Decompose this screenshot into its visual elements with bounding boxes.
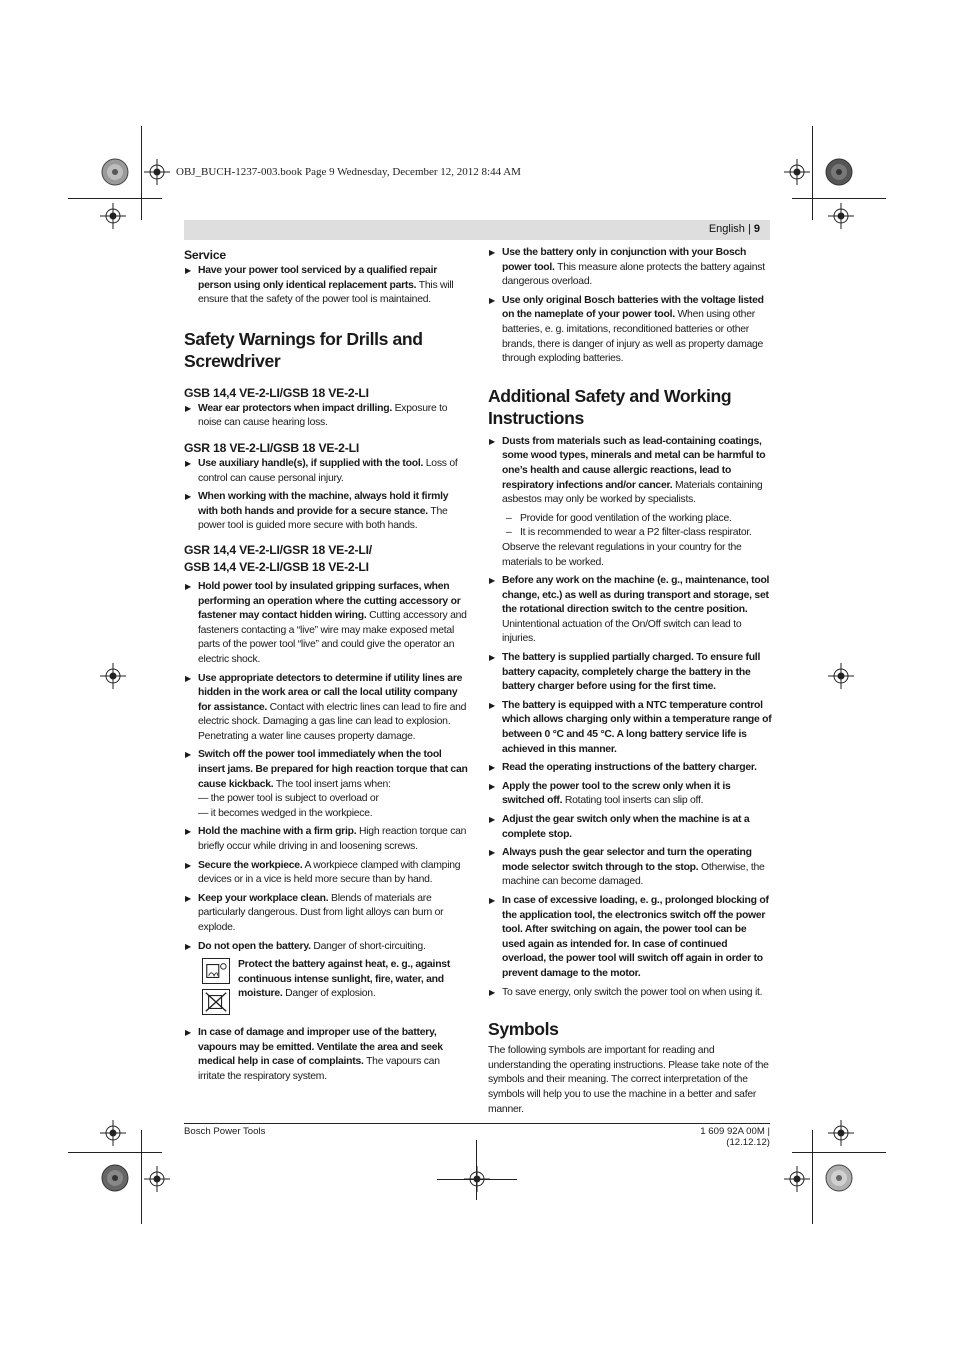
item-bold: Use only original Bosch batteries with the voltage listed on the nameplate of your power tool. bbox=[502, 294, 764, 321]
print-slug: OBJ_BUCH-1237-003.book Page 9 Wednesday, December 12, 2012 8:44 AM bbox=[176, 166, 521, 178]
item-text: When using other batteries, e. g. imitations, reconditioned batteries or other brands, there is danger of injury as well as property damage through exploding batteries. bbox=[502, 309, 764, 365]
item-bold: Always push the gear selector and turn the operating mode selector switch through to the stop. bbox=[502, 847, 752, 873]
page-number: 9 bbox=[753, 223, 760, 235]
item-text: Unintentional actuation of the On/Off switch can lead to injuries. bbox=[502, 618, 742, 645]
bullet-arrow-icon: ▶ bbox=[185, 827, 191, 837]
item-text: Otherwise, the machine can become damaged. bbox=[502, 861, 765, 888]
gray-target-icon bbox=[825, 158, 853, 186]
bullet-arrow-icon: ▶ bbox=[489, 576, 495, 586]
list-item bbox=[488, 761, 772, 776]
registration-mark-icon bbox=[828, 203, 854, 229]
battery-water-prohibited-icon bbox=[202, 989, 230, 1015]
registration-mark-icon bbox=[100, 1120, 126, 1146]
item-text: Contact with electric lines can lead to fire and electric shock. Damaging a gas line can lead to explosion. Penetrating a water line causes property damage. bbox=[198, 701, 467, 742]
bullet-arrow-icon: ▶ bbox=[185, 458, 191, 468]
item-bold: Protect the battery against heat, e. g., against continuous intense sunlight, fire, water, and moisture. bbox=[238, 959, 451, 1000]
gray-target-icon bbox=[101, 158, 129, 186]
item-bold: Do not open the battery. bbox=[198, 940, 311, 952]
item-bold: Dusts from materials such as lead-containing coatings, some wood types, minerals and metal can be harmful to one’s health and cause allergic reactions, lead to respiratory infections and/or cancer. bbox=[502, 435, 766, 491]
item-bold: When working with the machine, always hold it firmly with both hands and provide for a secure stance. bbox=[198, 491, 449, 517]
jam-condition: — it becomes wedged in the workpiece. bbox=[198, 807, 373, 819]
registration-mark-icon bbox=[144, 1166, 170, 1192]
item-bold: Before any work on the machine (e. g., maintenance, tool change, etc.) as well as during transport and storage, set the rotational direction switch to the centre position. bbox=[502, 575, 770, 616]
item-text: High reaction torque can briefly occur while driving in and loosening screws. bbox=[198, 826, 467, 853]
registration-mark-icon bbox=[784, 159, 810, 185]
header-separator: | bbox=[744, 223, 754, 235]
group-heading: GSB 14,4 VE-2-LI/GSB 18 VE-2-LI bbox=[184, 385, 369, 400]
bullet-arrow-icon: ▶ bbox=[185, 673, 191, 683]
item-bold: Adjust the gear switch only when the machine is at a complete stop. bbox=[502, 814, 750, 840]
crop-mark bbox=[68, 1152, 162, 1153]
gray-target-icon bbox=[825, 1164, 853, 1192]
registration-mark-icon bbox=[100, 663, 126, 689]
item-bold: Read the operating instructions of the battery charger. bbox=[502, 762, 757, 774]
list-item bbox=[184, 264, 468, 308]
list-item bbox=[488, 435, 772, 508]
crop-mark bbox=[437, 1179, 517, 1180]
list-item bbox=[184, 859, 468, 888]
bullet-arrow-icon: ▶ bbox=[489, 653, 495, 663]
item-bold: Keep your workplace clean. bbox=[198, 892, 329, 904]
group-heading: GSR 18 VE-2-LI/GSB 18 VE-2-LI bbox=[184, 440, 360, 455]
bullet-arrow-icon: ▶ bbox=[185, 860, 191, 870]
item-text: Cutting accessory and fasteners contacting a “live” wire may make exposed metal parts of the power tool “live” and could give the operator an electric shock. bbox=[198, 610, 467, 665]
footer-rule bbox=[184, 1123, 770, 1124]
bullet-arrow-icon: ▶ bbox=[489, 815, 495, 824]
list-item bbox=[184, 580, 468, 668]
item-text: Danger of explosion. bbox=[282, 988, 376, 1000]
item-text: Exposure to noise can cause hearing loss. bbox=[198, 402, 448, 429]
item-text: Blends of materials are particularly dangerous. Dust from light alloys can burn or explode. bbox=[198, 892, 444, 933]
list-item bbox=[488, 780, 772, 809]
list-item bbox=[488, 246, 772, 290]
bullet-arrow-icon: ▶ bbox=[185, 403, 191, 413]
item-text: Rotating tool inserts can slip off. bbox=[562, 795, 704, 807]
footer-brand: Bosch Power Tools bbox=[184, 1126, 266, 1137]
bullet-arrow-icon: ▶ bbox=[185, 941, 191, 951]
battery-heat-warning bbox=[184, 958, 468, 1022]
list-item bbox=[184, 490, 468, 534]
bullet-arrow-icon: ▶ bbox=[489, 700, 495, 710]
item-text: The tool insert jams when: bbox=[273, 778, 391, 790]
item-text: This will ensure that the safety of the power tool is maintained. bbox=[198, 279, 454, 306]
item-text: This measure alone protects the battery against dangerous overload. bbox=[502, 261, 765, 288]
crop-mark bbox=[792, 1152, 886, 1153]
item-bold: Wear ear protectors when impact drilling. bbox=[198, 402, 392, 414]
battery-heat-text bbox=[238, 958, 468, 1002]
item-bold: Hold the machine with a firm grip. bbox=[198, 826, 357, 838]
item-bold: Switch off the power tool immediately when the tool insert jams. Be prepared for high reaction torque that can cause kickback. bbox=[198, 749, 468, 790]
group-heading: GSR 14,4 VE-2-LI/GSR 18 VE-2-LI/ bbox=[184, 542, 372, 557]
header-language: English bbox=[708, 223, 745, 235]
item-text: A workpiece clamped with clamping devices or in a vice is held more secure than by hand. bbox=[198, 859, 461, 886]
item-text: Materials containing asbestos may only be worked by specialists. bbox=[502, 479, 763, 506]
list-item bbox=[488, 813, 772, 842]
list-item bbox=[488, 699, 772, 757]
item-bold: Apply the power tool to the screw only when it is switched off. bbox=[502, 780, 731, 807]
crop-mark bbox=[141, 1130, 142, 1224]
list-item bbox=[488, 846, 772, 890]
section-title-drills: Safety Warnings for Drills and Screwdriver bbox=[184, 328, 423, 371]
bullet-arrow-icon: ▶ bbox=[185, 492, 191, 502]
gray-target-icon bbox=[101, 1164, 129, 1192]
header-text bbox=[709, 223, 760, 235]
bullet-arrow-icon: ▶ bbox=[185, 1028, 191, 1038]
bullet-arrow-icon: ▶ bbox=[185, 893, 191, 903]
item-bold: Use auxiliary handle(s), if supplied with the tool. bbox=[198, 457, 424, 469]
list-item bbox=[488, 651, 772, 695]
crop-mark bbox=[68, 198, 162, 199]
list-item bbox=[184, 825, 468, 854]
item-bold: Use the battery only in conjunction with your Bosch power tool. bbox=[502, 247, 747, 273]
bullet-arrow-icon: ▶ bbox=[489, 295, 495, 305]
list-item bbox=[184, 892, 468, 936]
bullet-arrow-icon: ▶ bbox=[185, 266, 191, 275]
dash-item: – Provide for good ventilation of the working place. bbox=[506, 512, 732, 524]
page-header bbox=[184, 220, 770, 240]
list-item bbox=[488, 574, 772, 647]
crop-mark bbox=[812, 126, 813, 220]
registration-mark-icon bbox=[828, 1120, 854, 1146]
item-bold: Have your power tool serviced by a qualified repair person using only identical replacement parts. bbox=[198, 265, 438, 291]
registration-mark-icon bbox=[784, 1166, 810, 1192]
group-heading: GSB 14,4 VE-2-LI/GSB 18 VE-2-LI bbox=[184, 559, 369, 574]
item-bold: Use appropriate detectors to determine if utility lines are hidden in the work area or call the local utility company for assistance. bbox=[198, 672, 463, 713]
registration-mark-icon bbox=[144, 159, 170, 185]
bullet-arrow-icon: ▶ bbox=[489, 248, 495, 257]
dash-item: – It is recommended to wear a P2 filter-class respirator. bbox=[506, 527, 752, 539]
service-heading: Service bbox=[184, 248, 226, 262]
right-column bbox=[488, 246, 772, 1117]
dust-note: Observe the relevant regulations in your country for the materials to be worked. bbox=[502, 541, 742, 568]
item-text: To save energy, only switch the power tool on when using it. bbox=[502, 986, 763, 998]
list-item bbox=[184, 672, 468, 745]
list-item bbox=[184, 940, 468, 955]
bullet-arrow-icon: ▶ bbox=[489, 436, 495, 446]
registration-mark-icon bbox=[100, 203, 126, 229]
item-text: Danger of short-circuiting. bbox=[310, 940, 426, 952]
registration-mark-icon bbox=[828, 663, 854, 689]
footer-doc-number: 1 609 92A 00M | (12.12.12) bbox=[700, 1126, 770, 1148]
battery-sun-icon bbox=[202, 958, 230, 984]
crop-mark bbox=[476, 1140, 477, 1200]
item-text: The vapours can irritate the respiratory system. bbox=[198, 1056, 440, 1082]
symbols-text: The following symbols are important for reading and understanding the operating instructions. Please take note of the symbols and their meaning. The correct interpretation of the symbols will help you to use the machine in a better and safer manner. bbox=[488, 1045, 769, 1115]
bullet-arrow-icon: ▶ bbox=[489, 987, 495, 997]
list-item bbox=[488, 294, 772, 367]
section-title-symbols: Symbols bbox=[488, 1019, 559, 1040]
left-column bbox=[184, 246, 468, 1085]
list-item bbox=[184, 1026, 468, 1084]
list-item bbox=[184, 748, 468, 792]
item-bold: In case of damage and improper use of the battery, vapours may be emitted. Ventilate the area and seek medical help in case of complaints. bbox=[198, 1027, 443, 1068]
bullet-arrow-icon: ▶ bbox=[489, 895, 495, 905]
bullet-arrow-icon: ▶ bbox=[185, 581, 191, 591]
item-text: Loss of control can cause personal injury. bbox=[198, 457, 458, 484]
section-title-additional: Additional Safety and Working Instructions bbox=[488, 385, 732, 428]
bullet-arrow-icon: ▶ bbox=[489, 848, 495, 858]
item-bold: The battery is supplied partially charged. To ensure full battery capacity, completely charge the battery in the battery charger before using for the first time. bbox=[502, 652, 761, 693]
list-item bbox=[488, 986, 772, 1001]
crop-mark bbox=[812, 1130, 813, 1224]
jam-condition: — the power tool is subject to overload or bbox=[198, 793, 379, 805]
bullet-arrow-icon: ▶ bbox=[489, 763, 495, 773]
list-item bbox=[184, 402, 468, 431]
item-bold: The battery is equipped with a NTC temperature control which allows charging only within a temperature range of between 0 °C and 45 °C. A long battery service life is achieved in this manner. bbox=[502, 699, 772, 755]
bullet-arrow-icon: ▶ bbox=[185, 750, 191, 760]
list-item bbox=[488, 894, 772, 982]
crop-mark bbox=[792, 198, 886, 199]
item-text: The power tool is guided more secure with both hands. bbox=[198, 505, 448, 532]
bullet-arrow-icon: ▶ bbox=[489, 781, 495, 791]
crop-mark bbox=[141, 126, 142, 220]
item-bold: Hold power tool by insulated gripping surfaces, when performing an operation where the cutting accessory or fastener may contact hidden wiring. bbox=[198, 580, 461, 622]
item-bold: Secure the workpiece. bbox=[198, 859, 303, 871]
item-bold: In case of excessive loading, e. g., prolonged blocking of the application tool, the electronics switch off the power tool. After switching on again, the power tool can be used again as intended for. In case of continued overload, the power tool will switch off again in order to prevent damage to the motor. bbox=[502, 894, 769, 979]
list-item bbox=[184, 457, 468, 486]
